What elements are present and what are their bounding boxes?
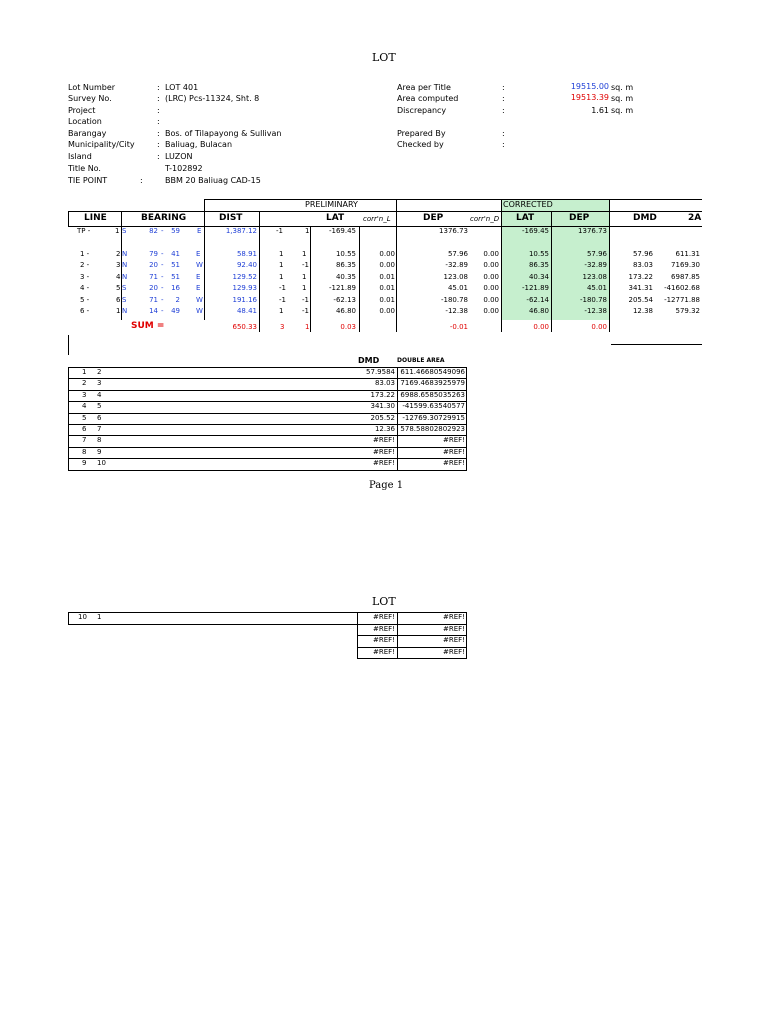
cell-c2: 1 xyxy=(302,284,307,292)
cell-lat: 86.35 xyxy=(335,261,356,269)
cell-ew: W xyxy=(196,261,203,269)
cell-area: #REF! xyxy=(443,459,465,468)
col-2a: 2A xyxy=(688,213,702,223)
cell-dist: 129.93 xyxy=(232,284,257,292)
cell-dist: 129.52 xyxy=(232,273,257,281)
info-value: LUZON xyxy=(165,152,193,161)
cell-b: 5 xyxy=(97,402,102,411)
cell-dmd: #REF! xyxy=(373,624,395,633)
cell-a: 6 xyxy=(82,425,87,433)
cell-c_lat: 46.80 xyxy=(528,307,549,315)
cell-c2: -1 xyxy=(302,261,309,269)
cell-c2: -1 xyxy=(302,307,309,315)
sum-dist: 650.33 xyxy=(232,323,257,331)
cell-a2: 611.31 xyxy=(675,250,700,258)
cell-ew: E xyxy=(196,284,201,292)
info-sep: : xyxy=(502,83,505,92)
cell-a: 4 xyxy=(82,402,87,411)
cell-dash: - xyxy=(161,284,164,292)
cell-corr_l: 0.01 xyxy=(379,296,395,304)
cell-c_dep: 45.01 xyxy=(586,284,607,292)
cell-a2: 7169.30 xyxy=(671,261,700,269)
cell-deg: 20 xyxy=(149,284,158,292)
cell-dep: 45.01 xyxy=(447,284,468,292)
cell-to: 4 xyxy=(116,273,121,281)
cell-min: 2 xyxy=(175,296,180,304)
cell-deg: 71 xyxy=(149,296,158,304)
cell-area: #REF! xyxy=(443,436,465,445)
sum-c2: 1 xyxy=(305,323,310,331)
cell-c_dep: 123.08 xyxy=(582,273,607,281)
cell-ns: N xyxy=(122,307,128,315)
info-label: Island xyxy=(68,152,92,161)
cell-area: #REF! xyxy=(443,447,465,456)
col-dist: DIST xyxy=(219,213,243,223)
info-sep: : xyxy=(502,94,505,103)
cell-c1: 1 xyxy=(279,261,284,269)
discrepancy-value: 1.61 xyxy=(591,106,609,115)
cell-corr_d: 0.00 xyxy=(483,273,499,281)
info-value: BBM 20 Baliuag CAD-15 xyxy=(165,176,261,185)
cell-min: 49 xyxy=(171,307,180,315)
cell-dmd: #REF! xyxy=(373,459,395,468)
cell-ns: N xyxy=(122,261,128,269)
cell-area: 6988.6585035263 xyxy=(400,390,465,399)
info-sep: : xyxy=(157,94,160,103)
cell-a: 3 xyxy=(82,390,87,399)
cell-dmd: 173.22 xyxy=(370,390,395,399)
cell-c_dep: -32.89 xyxy=(584,261,607,269)
info-label: Project xyxy=(68,106,96,115)
cell-area: #REF! xyxy=(443,647,465,656)
cell-dep: 123.08 xyxy=(443,273,468,281)
info-sep: : xyxy=(157,117,160,126)
cell-lat: -62.13 xyxy=(333,296,356,304)
cell-b: 4 xyxy=(97,390,102,399)
cell-deg: 79 xyxy=(149,250,158,258)
cell-b: 10 xyxy=(97,459,106,468)
page-footer: Page 1 xyxy=(369,480,404,491)
info-sep: : xyxy=(157,106,160,115)
info-sep: : xyxy=(502,129,505,138)
info-label: Discrepancy xyxy=(397,106,447,115)
cell-b: 8 xyxy=(97,436,102,445)
info-label: Area computed xyxy=(397,94,459,103)
cell-dash: - xyxy=(161,273,164,281)
cell-dmd: #REF! xyxy=(373,613,395,621)
page-title: LOT xyxy=(372,51,396,64)
cell-c_dep: -12.38 xyxy=(584,307,607,315)
cell-to: 5 xyxy=(116,284,121,292)
cell-dmd: #REF! xyxy=(373,436,395,445)
col-line: LINE xyxy=(84,213,107,223)
col-bearing: BEARING xyxy=(141,213,187,223)
info-sep: : xyxy=(140,176,143,185)
cell-deg: 20 xyxy=(149,261,158,269)
cell-dep: -180.78 xyxy=(440,296,468,304)
cell-dep: -12.38 xyxy=(445,307,468,315)
cell-a: 5 xyxy=(82,413,87,422)
unit: sq. m xyxy=(611,83,634,92)
cell-dist: 92.40 xyxy=(236,261,257,269)
col-dep: DEP xyxy=(423,213,444,223)
cell-min: 51 xyxy=(171,273,180,281)
cell-ew: W xyxy=(196,296,203,304)
cell-a2: 6987.85 xyxy=(671,273,700,281)
cell-c_lat: -62.14 xyxy=(526,296,549,304)
info-sep: : xyxy=(502,106,505,115)
info-value: T-102892 xyxy=(165,164,203,173)
cell-area: -12769.30729915 xyxy=(402,413,465,422)
col-corr-l: corr'n_L xyxy=(363,215,391,223)
col-dmd: DMD xyxy=(633,213,657,223)
cell-dep: -32.89 xyxy=(445,261,468,269)
info-label: Municipality/City xyxy=(68,140,135,149)
cell-ew: W xyxy=(196,307,203,315)
cell-min: 16 xyxy=(171,284,180,292)
cell-a2: -41602.68 xyxy=(664,284,700,292)
cell-area: #REF! xyxy=(443,613,465,621)
cell-ns: N xyxy=(122,273,128,281)
info-sep: : xyxy=(157,152,160,161)
cell-c1: 1 xyxy=(279,307,284,315)
preliminary-header: PRELIMINARY xyxy=(305,200,358,209)
cell-deg: 14 xyxy=(149,307,158,315)
cell-dmd: 83.03 xyxy=(374,379,395,388)
cell-a: 1 xyxy=(82,368,87,376)
cell-dist: 58.91 xyxy=(236,250,257,258)
cell-to: 1 xyxy=(116,307,121,315)
cell-min: 51 xyxy=(171,261,180,269)
cell-a: 2 xyxy=(82,379,87,388)
cell-c_dep: -180.78 xyxy=(579,296,607,304)
cell-corr_d: 0.00 xyxy=(483,261,499,269)
cell-line: 1 - xyxy=(80,250,90,258)
info-label: Prepared By xyxy=(397,129,446,138)
cell-a: 10 xyxy=(78,613,87,621)
cell-dmd: 83.03 xyxy=(632,261,653,269)
cell-c_dep: 57.96 xyxy=(586,250,607,258)
cell-dash: - xyxy=(161,296,164,304)
cell-min: 41 xyxy=(171,250,180,258)
cell-c_lat: 10.55 xyxy=(528,250,549,258)
cell-ew: E xyxy=(196,273,201,281)
info-label: Title No. xyxy=(68,164,101,173)
cell-lat: 40.35 xyxy=(335,273,356,281)
cell-b: 9 xyxy=(97,447,102,456)
info-label: Checked by xyxy=(397,140,444,149)
cell-c2: -1 xyxy=(302,296,309,304)
cell-dmd: 173.22 xyxy=(628,273,653,281)
cell-corr_l: 0.01 xyxy=(379,273,395,281)
cell-a: 8 xyxy=(82,447,87,456)
dmd-header: DMD xyxy=(358,356,380,365)
cell-area: #REF! xyxy=(443,624,465,633)
page2-title: LOT xyxy=(372,595,396,608)
info-label: TIE POINT xyxy=(68,176,108,185)
cell-c1: 1 xyxy=(279,273,284,281)
col-lat: LAT xyxy=(326,213,345,223)
unit: sq. m xyxy=(611,106,634,115)
cell-dmd: #REF! xyxy=(373,447,395,456)
cell-b: 1 xyxy=(97,613,102,621)
cell-corr_d: 0.00 xyxy=(483,284,499,292)
cell-corr_l: 0.00 xyxy=(379,250,395,258)
cell-dep: 57.96 xyxy=(447,250,468,258)
cell-c_lat: -121.89 xyxy=(521,284,549,292)
info-label: Lot Number xyxy=(68,83,116,92)
info-sep: : xyxy=(502,140,505,149)
sum-c1: 3 xyxy=(280,323,285,331)
cell-line: 4 - xyxy=(80,284,90,292)
info-value: (LRC) Pcs-11324, Sht. 8 xyxy=(165,94,260,103)
cell-ns: S xyxy=(122,284,127,292)
cell-a2: 579.32 xyxy=(675,307,700,315)
cell-area: 578.58802802923 xyxy=(400,425,465,433)
cell-dash: - xyxy=(161,307,164,315)
col-corrected-lat: LAT xyxy=(516,213,535,223)
info-label: Location xyxy=(68,117,102,126)
info-value: Bos. of Tilapayong & Sullivan xyxy=(165,129,282,138)
cell-area: 7169.4683925979 xyxy=(400,379,465,388)
cell-area: 611.46680549096 xyxy=(400,368,465,376)
cell-b: 7 xyxy=(97,425,102,433)
col-corr-d: corr'n_D xyxy=(470,215,500,223)
cell-dmd: 57.9584 xyxy=(366,368,395,376)
cell-line: 6 - xyxy=(80,307,90,315)
cell-area: #REF! xyxy=(443,636,465,644)
cell-c_lat: 40.34 xyxy=(528,273,549,281)
info-value: Baliuag, Bulacan xyxy=(165,140,233,149)
cell-corr_d: 0.00 xyxy=(483,296,499,304)
area-computed-value: 19513.39 xyxy=(570,93,609,102)
sum-dep: -0.01 xyxy=(449,323,468,331)
cell-to: 3 xyxy=(116,261,121,269)
cell-c1: -1 xyxy=(279,284,286,292)
cell-line: 2 - xyxy=(80,261,90,269)
cell-dmd: 341.31 xyxy=(628,284,653,292)
unit: sq. m xyxy=(611,94,634,103)
cell-c1: 1 xyxy=(279,250,284,258)
double-area-header: DOUBLE AREA xyxy=(397,357,445,364)
cell-lat: 10.55 xyxy=(335,250,356,258)
cell-dash: - xyxy=(161,250,164,258)
cell-to: 6 xyxy=(116,296,121,304)
sum-label: SUM = xyxy=(131,321,165,331)
cell-dist: 48.41 xyxy=(236,307,257,315)
info-sep: : xyxy=(157,129,160,138)
cell-dmd: #REF! xyxy=(373,647,395,656)
cell-corr_l: 0.00 xyxy=(379,307,395,315)
cell-corr_l: 0.00 xyxy=(379,261,395,269)
cell-c_lat: 86.35 xyxy=(528,261,549,269)
cell-dmd: 12.38 xyxy=(632,307,653,315)
info-label: Area per Title xyxy=(397,83,451,92)
area-per-title-value: 19515.00 xyxy=(570,82,609,91)
cell-b: 2 xyxy=(97,368,102,376)
cell-a2: -12771.88 xyxy=(664,296,700,304)
cell-corr_d: 0.00 xyxy=(483,307,499,315)
cell-dmd: 57.96 xyxy=(632,250,653,258)
row-rule xyxy=(68,470,467,471)
cell-area: -41599.63540577 xyxy=(402,402,465,411)
cell-dmd: 12.36 xyxy=(374,425,395,433)
cell-line: 3 - xyxy=(80,273,90,281)
sum-corrected-lat: 0.00 xyxy=(533,323,549,331)
row-rule xyxy=(357,658,467,659)
info-value: LOT 401 xyxy=(165,83,199,92)
cell-b: 6 xyxy=(97,413,102,422)
cell-a: 9 xyxy=(82,459,87,468)
cell-c2: 1 xyxy=(302,273,307,281)
cell-corr_l: 0.01 xyxy=(379,284,395,292)
cell-lat: 46.80 xyxy=(335,307,356,315)
sum-lat: 0.03 xyxy=(340,323,356,331)
cell-b: 3 xyxy=(97,379,102,388)
cell-lat: -121.89 xyxy=(328,284,356,292)
sum-corrected-dep: 0.00 xyxy=(591,323,607,331)
cell-ns: N xyxy=(122,250,128,258)
cell-ew: E xyxy=(196,250,201,258)
info-sep: : xyxy=(157,140,160,149)
cell-dist: 191.16 xyxy=(232,296,257,304)
info-label: Barangay xyxy=(68,129,107,138)
cell-deg: 71 xyxy=(149,273,158,281)
cell-corr_d: 0.00 xyxy=(483,250,499,258)
cell-dmd: 205.54 xyxy=(628,296,653,304)
info-label: Survey No. xyxy=(68,94,112,103)
cell-line: 5 - xyxy=(80,296,90,304)
cell-to: 2 xyxy=(116,250,121,258)
cell-dash: - xyxy=(161,261,164,269)
cell-dmd: #REF! xyxy=(373,636,395,644)
cell-a: 7 xyxy=(82,436,87,445)
col-corrected-dep: DEP xyxy=(569,213,590,223)
cell-dmd: 341.30 xyxy=(370,402,395,411)
info-sep: : xyxy=(157,83,160,92)
cell-c2: 1 xyxy=(302,250,307,258)
cell-c1: -1 xyxy=(279,296,286,304)
cell-ns: S xyxy=(122,296,127,304)
cell-dmd: 205.52 xyxy=(370,413,395,422)
corrected-header: CORRECTED xyxy=(503,200,553,209)
